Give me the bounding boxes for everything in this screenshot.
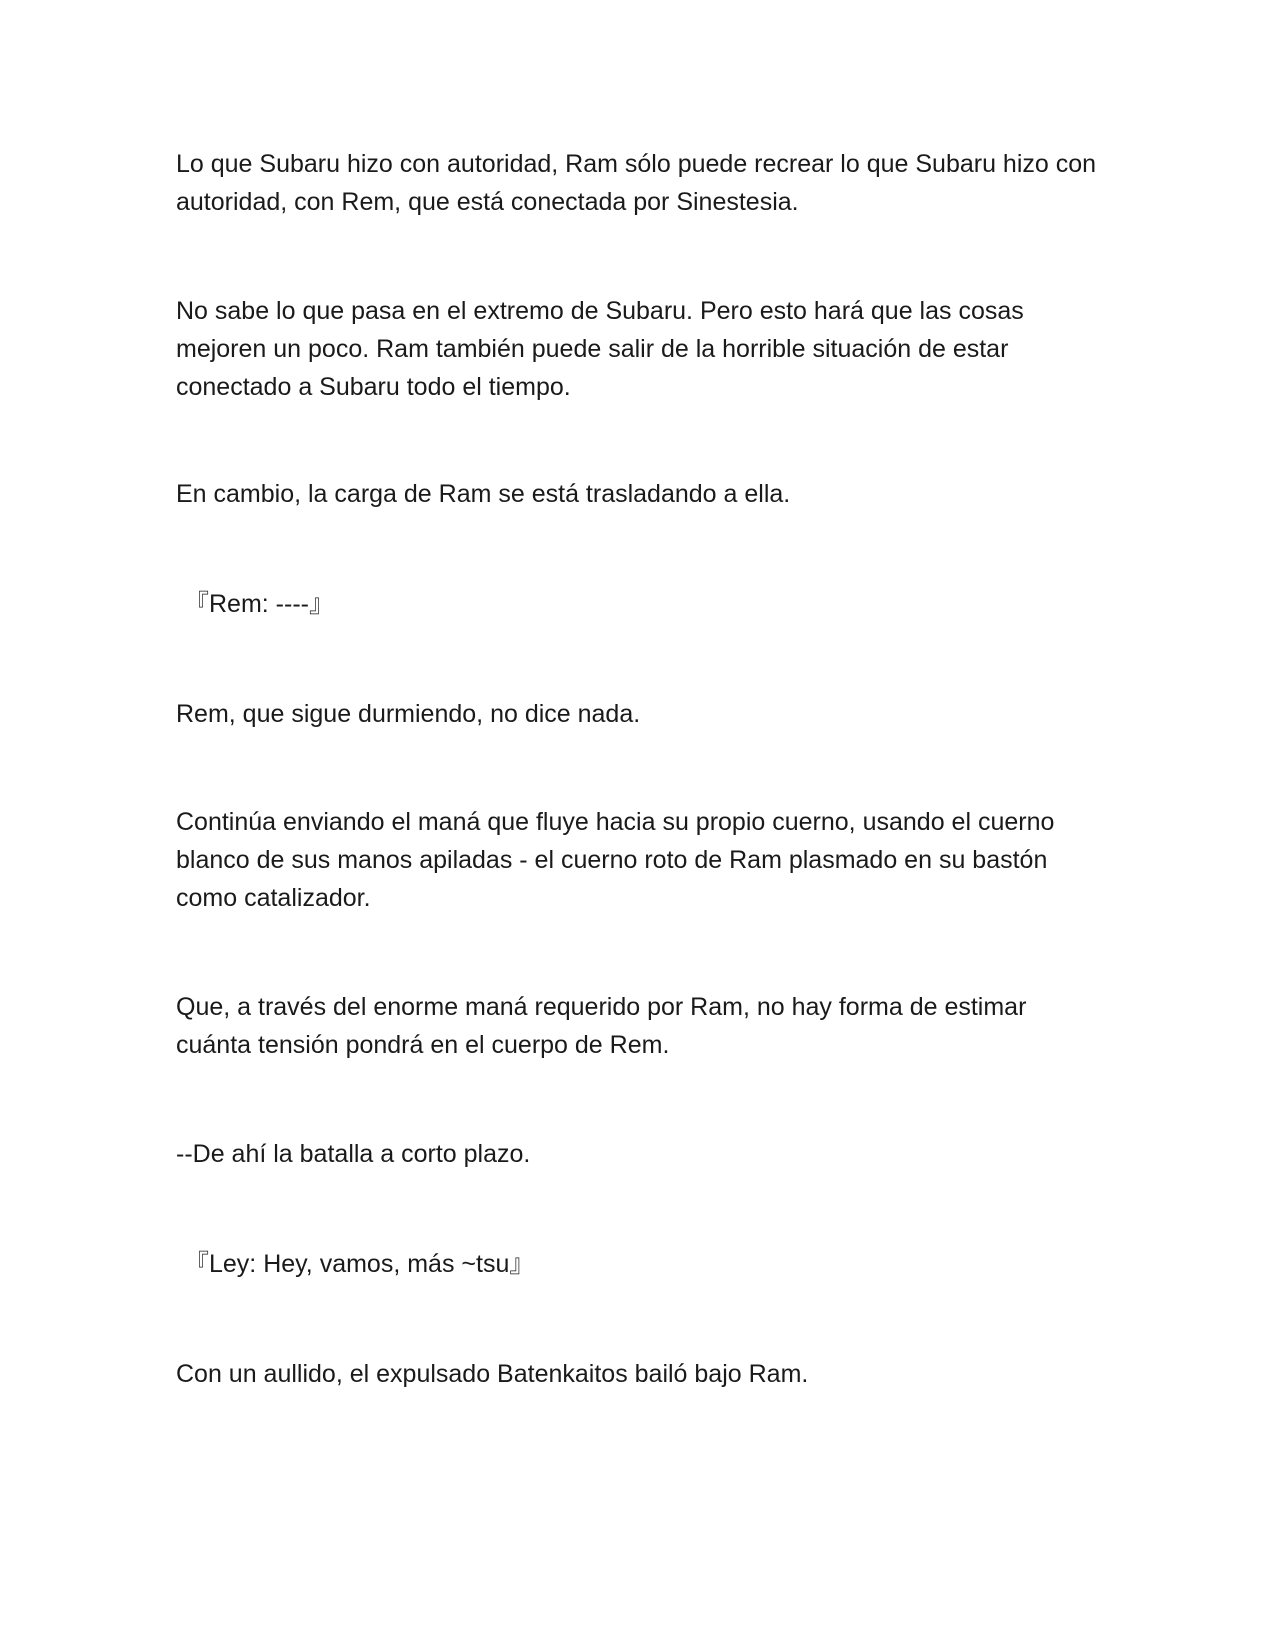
paragraph-1: Lo que Subaru hizo con autoridad, Ram sólo puede recrear lo que Subaru hizo con autoridad, con Rem, que está conectada por Sinestesia. bbox=[176, 150, 1097, 216]
paragraph-6: Que, a través del enorme maná requerido por Ram, no hay forma de estimar cuánta tensión pondrá en el cuerpo de Rem. bbox=[176, 993, 1027, 1059]
paragraph-8: Con un aullido, el expulsado Batenkaitos bailó bajo Ram. bbox=[176, 1360, 809, 1388]
paragraph-7: --De ahí la batalla a corto plazo. bbox=[176, 1140, 531, 1168]
paragraph-3: En cambio, la carga de Ram se está trasladando a ella. bbox=[176, 480, 791, 508]
paragraph-2: No sabe lo que pasa en el extremo de Subaru. Pero esto hará que las cosas mejoren un poco. Ram también puede salir de la horrible situación de estar conectado a Subaru todo el tiempo. bbox=[176, 297, 1024, 401]
dialogue-rem: 『Rem: ----』 bbox=[184, 590, 334, 618]
dialogue-ley: 『Ley: Hey, vamos, más ~tsu』 bbox=[184, 1250, 535, 1278]
paragraph-5: Continúa enviando el maná que fluye hacia su propio cuerno, usando el cuerno blanco de sus manos apiladas - el cuerno roto de Ram plasmado en su bastón como catalizador. bbox=[176, 808, 1055, 912]
paragraph-4: Rem, que sigue durmiendo, no dice nada. bbox=[176, 700, 641, 728]
